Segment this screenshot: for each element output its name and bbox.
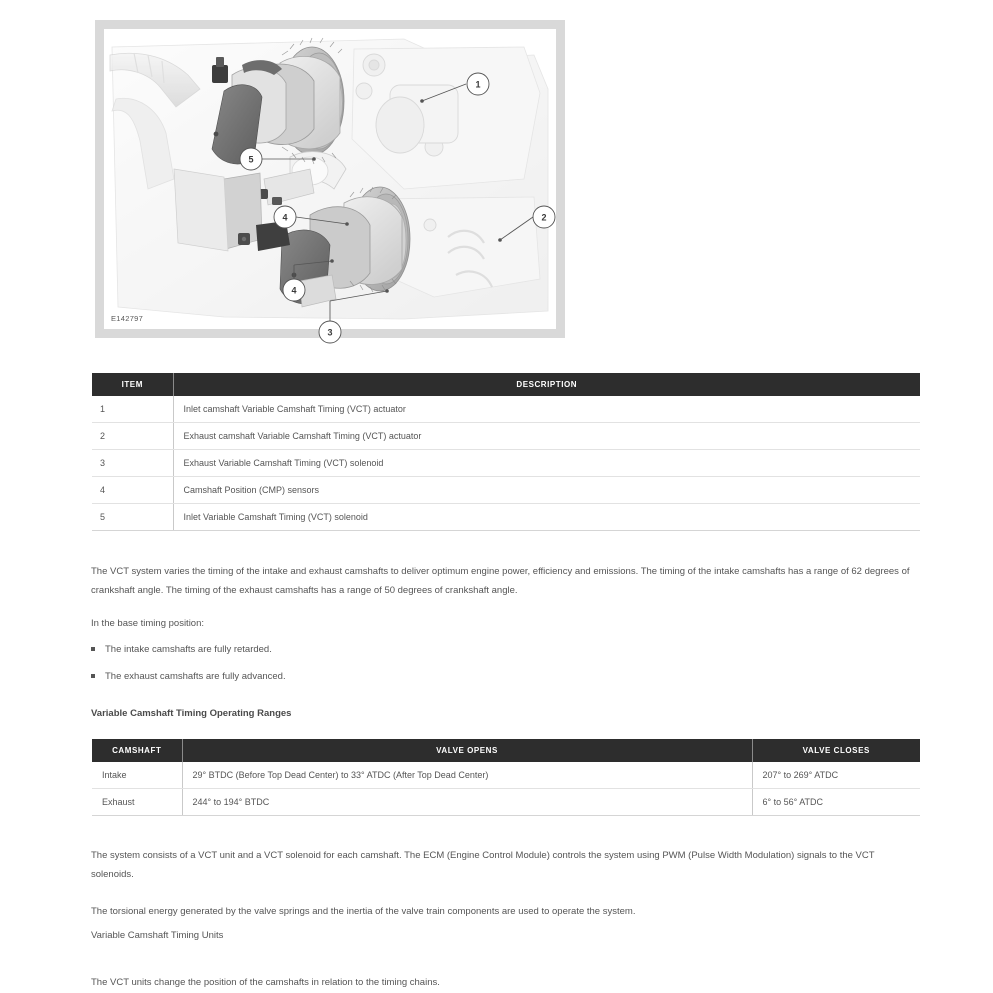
- list-item-label: The intake camshafts are fully retarded.: [105, 644, 272, 655]
- cell-item-description: Exhaust camshaft Variable Camshaft Timing (VCT) actuator: [173, 423, 920, 450]
- paragraph-vct-overview: The VCT system varies the timing of the intake and exhaust camshafts to deliver optimum engine power, efficiency and emissions. The timing of the intake camshafts has a range of 62 degrees of crankshaft angle. The timing of the exhaust camshafts has a range of 50 degrees of crankshaft angle.: [91, 565, 910, 596]
- cell-valve-closes: 6° to 56° ATDC: [752, 789, 920, 816]
- cell-item-number: 4: [92, 477, 173, 504]
- cell-item-description: Exhaust Variable Camshaft Timing (VCT) solenoid: [173, 450, 920, 477]
- paragraph-base-timing-lead: In the base timing position:: [91, 617, 205, 629]
- callout-number-3: 3: [327, 327, 333, 338]
- table-header-row: [92, 373, 920, 396]
- callout-number-5: 5: [248, 154, 254, 165]
- cell-item-number: 5: [92, 504, 173, 531]
- figure-id-label: E142797: [111, 314, 144, 323]
- table-row: [92, 423, 920, 450]
- table-row: [92, 477, 920, 504]
- engine-diagram-illustration: [104, 29, 556, 338]
- table-row: [92, 396, 920, 423]
- cell-valve-opens: 29° BTDC (Before Top Dead Center) to 33° ATDC (After Top Dead Center): [182, 762, 752, 789]
- callout-number-4a: 4: [282, 212, 288, 223]
- paragraph-torsional-energy: The torsional energy generated by the valve springs and the inertia of the valve train components are used to operate the system.: [91, 905, 636, 917]
- cell-camshaft: Intake: [92, 762, 182, 789]
- cell-item-description: Camshaft Position (CMP) sensors: [173, 477, 920, 504]
- base-timing-list: [91, 640, 919, 694]
- cell-item-number: 1: [92, 396, 173, 423]
- heading-operating-ranges: Variable Camshaft Timing Operating Ranges: [91, 708, 292, 719]
- cell-item-number: 3: [92, 450, 173, 477]
- list-item: [91, 640, 919, 659]
- figure-image: [104, 29, 556, 338]
- paragraph-vct-units: The VCT units change the position of the camshafts in relation to the timing chains.: [91, 976, 440, 988]
- cell-item-description: Inlet camshaft Variable Camshaft Timing (VCT) actuator: [173, 396, 920, 423]
- cell-item-description: Inlet Variable Camshaft Timing (VCT) solenoid: [173, 504, 920, 531]
- table-row: [92, 450, 920, 477]
- column-header-valve-closes: VALVE CLOSES: [752, 739, 920, 762]
- table-row: [92, 762, 920, 789]
- cell-camshaft: Exhaust: [92, 789, 182, 816]
- list-item: [91, 667, 919, 686]
- components-table: [92, 373, 920, 531]
- list-item-label: The exhaust camshafts are fully advanced.: [105, 671, 286, 682]
- operating-ranges-table: [92, 739, 920, 816]
- cell-valve-closes: 207° to 269° ATDC: [752, 762, 920, 789]
- column-header-item: ITEM: [92, 373, 173, 396]
- cell-item-number: 2: [92, 423, 173, 450]
- column-header-valve-opens: VALVE OPENS: [182, 739, 752, 762]
- cell-valve-opens: 244° to 194° BTDC: [182, 789, 752, 816]
- callout-number-2: 2: [541, 212, 547, 223]
- table-header-row: [92, 739, 920, 762]
- square-bullet-icon: [91, 674, 95, 678]
- table-row: [92, 504, 920, 531]
- table-row: [92, 789, 920, 816]
- square-bullet-icon: [91, 647, 95, 651]
- paragraph-system-description: The system consists of a VCT unit and a VCT solenoid for each camshaft. The ECM (Engine Control Module) controls the system using PWM (Pulse Width Modulation) signals to the VCT solenoids.: [91, 849, 875, 880]
- figure-frame: [95, 20, 565, 338]
- column-header-camshaft: CAMSHAFT: [92, 739, 182, 762]
- callout-number-1: 1: [475, 79, 481, 90]
- column-header-description: DESCRIPTION: [173, 373, 920, 396]
- heading-vct-units: Variable Camshaft Timing Units: [91, 930, 224, 941]
- callout-number-4b: 4: [291, 285, 297, 296]
